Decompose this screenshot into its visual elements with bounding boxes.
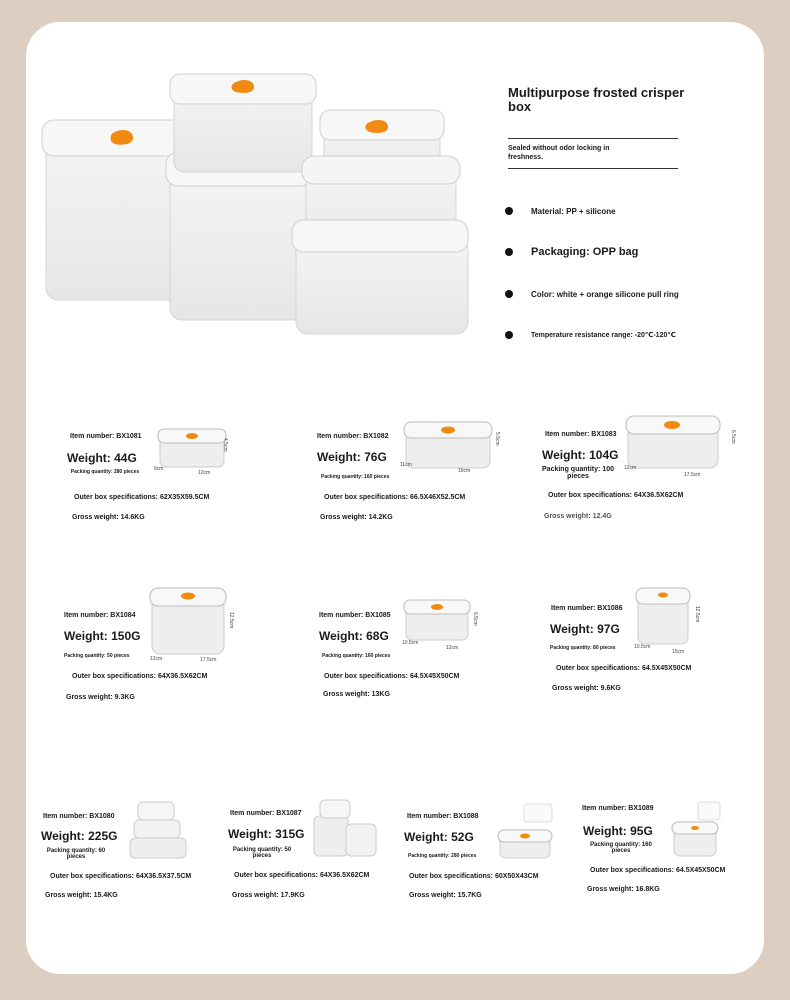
item-gross-weight: Gross weight: 14.6KG	[72, 514, 145, 521]
item-gross-weight: Gross weight: 13KG	[323, 691, 390, 698]
feature-color: Color: white + orange silicone pull ring	[531, 290, 679, 299]
item-number: Item number: BX1084	[64, 612, 136, 619]
item-packing: Packing quantity: 60 pieces	[46, 848, 106, 860]
dim-depth: 12cm	[624, 465, 637, 471]
item-weight: Weight: 150G	[64, 629, 141, 643]
item-gross-weight: Gross weight: 15.4KG	[45, 892, 118, 899]
item-number: Item number: BX1087	[230, 810, 302, 817]
item-gross-weight: Gross weight: 17.9KG	[232, 892, 305, 899]
dim-depth: 10.5cm	[402, 640, 419, 646]
dim-length: 17.5cm	[684, 472, 701, 478]
item-packing: Packing quantity: 50 pieces	[232, 847, 292, 859]
item-weight: Weight: 68G	[319, 629, 389, 643]
dim-length: 12cm	[446, 645, 459, 651]
product-image	[310, 798, 380, 860]
product-image	[668, 800, 724, 860]
dim-length: 16cm	[458, 468, 471, 474]
item-number: Item number: BX1088	[407, 813, 479, 820]
item-packing: Packing quantity: 80 pieces	[550, 645, 616, 651]
dim-height: 6.5cm	[730, 430, 736, 444]
dim-height: 12.5cm	[228, 612, 234, 629]
bullet-icon	[505, 207, 513, 215]
hero-box-wide	[292, 220, 468, 334]
item-packing: Packing quantity: 160 pieces	[321, 474, 390, 480]
product-image	[156, 425, 228, 469]
hero-product-image	[40, 70, 470, 340]
item-packing: Packing quantity: 160 pieces	[322, 653, 391, 659]
item-number: Item number: BX1089	[582, 805, 654, 812]
item-weight: Weight: 76G	[317, 450, 387, 464]
item-packing: Packing quantity: 100 pieces	[542, 466, 614, 480]
dim-height: 5.5cm	[494, 432, 500, 446]
item-outer-spec: Outer box specifications: 66.5X46X52.5CM	[324, 494, 466, 501]
item-packing: Packing quantity: 160 pieces	[590, 842, 652, 854]
item-outer-spec: Outer box specifications: 62X35X59.5CM	[74, 494, 210, 501]
dim-height: 6.5cm	[472, 612, 478, 626]
item-outer-spec: Outer box specifications: 64X36.5X37.5CM	[50, 873, 192, 880]
product-image	[148, 584, 228, 656]
item-number: Item number: BX1083	[545, 431, 617, 438]
item-gross-weight: Gross weight: 16.8KG	[587, 886, 660, 893]
hero-box-tall	[166, 152, 312, 320]
product-image	[402, 418, 494, 470]
note-divider	[508, 168, 678, 169]
item-outer-spec: Outer box specifications: 64.5X45X50CM	[556, 665, 692, 672]
item-number: Item number: BX1085	[319, 612, 391, 619]
dim-depth: 6cm	[154, 466, 164, 472]
item-packing: Packing quantity: 50 pieces	[64, 653, 130, 659]
dim-depth: 12cm	[150, 656, 163, 662]
item-packing: Packing quantity: 280 pieces	[70, 469, 140, 475]
dim-height: 12.5cm	[694, 606, 700, 623]
item-weight: Weight: 44G	[67, 451, 137, 465]
header-note: Sealed without odor locking in freshness.	[508, 145, 610, 161]
item-number: Item number: BX1081	[70, 433, 142, 440]
item-outer-spec: Outer box specifications: 64.5X45X50CM	[324, 673, 460, 680]
item-gross-weight: Gross weight: 9.6KG	[552, 685, 621, 692]
dim-length: 17.5cm	[200, 657, 217, 663]
feature-temperature: Temperature resistance range: -20℃-120℃	[531, 332, 676, 339]
item-weight: Weight: 104G	[542, 448, 619, 462]
item-outer-spec: Outer box specifications: 64X36.5X62CM	[72, 673, 208, 680]
item-gross-weight: Gross weight: 9.3KG	[66, 694, 135, 701]
item-outer-spec: Outer box specifications: 60X50X43CM	[409, 873, 539, 880]
item-weight: Weight: 52G	[404, 830, 474, 844]
item-packing: Packing quantity: 280 pieces	[408, 853, 477, 859]
item-gross-weight: Gross weight: 15.7KG	[409, 892, 482, 899]
product-image	[494, 800, 558, 862]
item-weight: Weight: 97G	[550, 622, 620, 636]
dim-depth: 10.5cm	[634, 644, 651, 650]
product-image	[402, 596, 472, 642]
feature-packaging: Packaging: OPP bag	[531, 246, 639, 258]
hero-box-top	[170, 74, 316, 172]
product-image	[624, 412, 722, 470]
title-divider	[508, 138, 678, 139]
item-weight: Weight: 315G	[228, 827, 305, 841]
bullet-icon	[505, 248, 513, 256]
item-weight: Weight: 95G	[583, 824, 653, 838]
item-outer-spec: Outer box specifications: 64X36.5X62CM	[234, 872, 370, 879]
dim-length: 12cm	[198, 470, 211, 476]
item-number: Item number: BX1082	[317, 433, 389, 440]
product-image	[126, 798, 188, 862]
dim-height: 4.5cm	[222, 438, 228, 452]
product-image	[634, 584, 692, 646]
item-gross-weight: Gross weight: 14.2KG	[320, 514, 393, 521]
item-outer-spec: Outer box specifications: 64X36.5X62CM	[548, 492, 684, 499]
hero-box-large	[42, 120, 188, 300]
bullet-icon	[505, 331, 513, 339]
dim-depth: 11cm	[400, 462, 412, 468]
item-weight: Weight: 225G	[41, 829, 118, 843]
bullet-icon	[505, 290, 513, 298]
dim-length: 15cm	[672, 649, 685, 655]
item-number: Item number: BX1080	[43, 813, 115, 820]
item-number: Item number: BX1086	[551, 605, 623, 612]
item-gross-weight: Gross weight: 12.4G	[544, 513, 612, 520]
item-outer-spec: Outer box specifications: 64.5X45X50CM	[590, 867, 726, 874]
page-title: Multipurpose frosted crisper box	[508, 85, 685, 114]
feature-material: Material: PP + silicone	[531, 207, 616, 216]
